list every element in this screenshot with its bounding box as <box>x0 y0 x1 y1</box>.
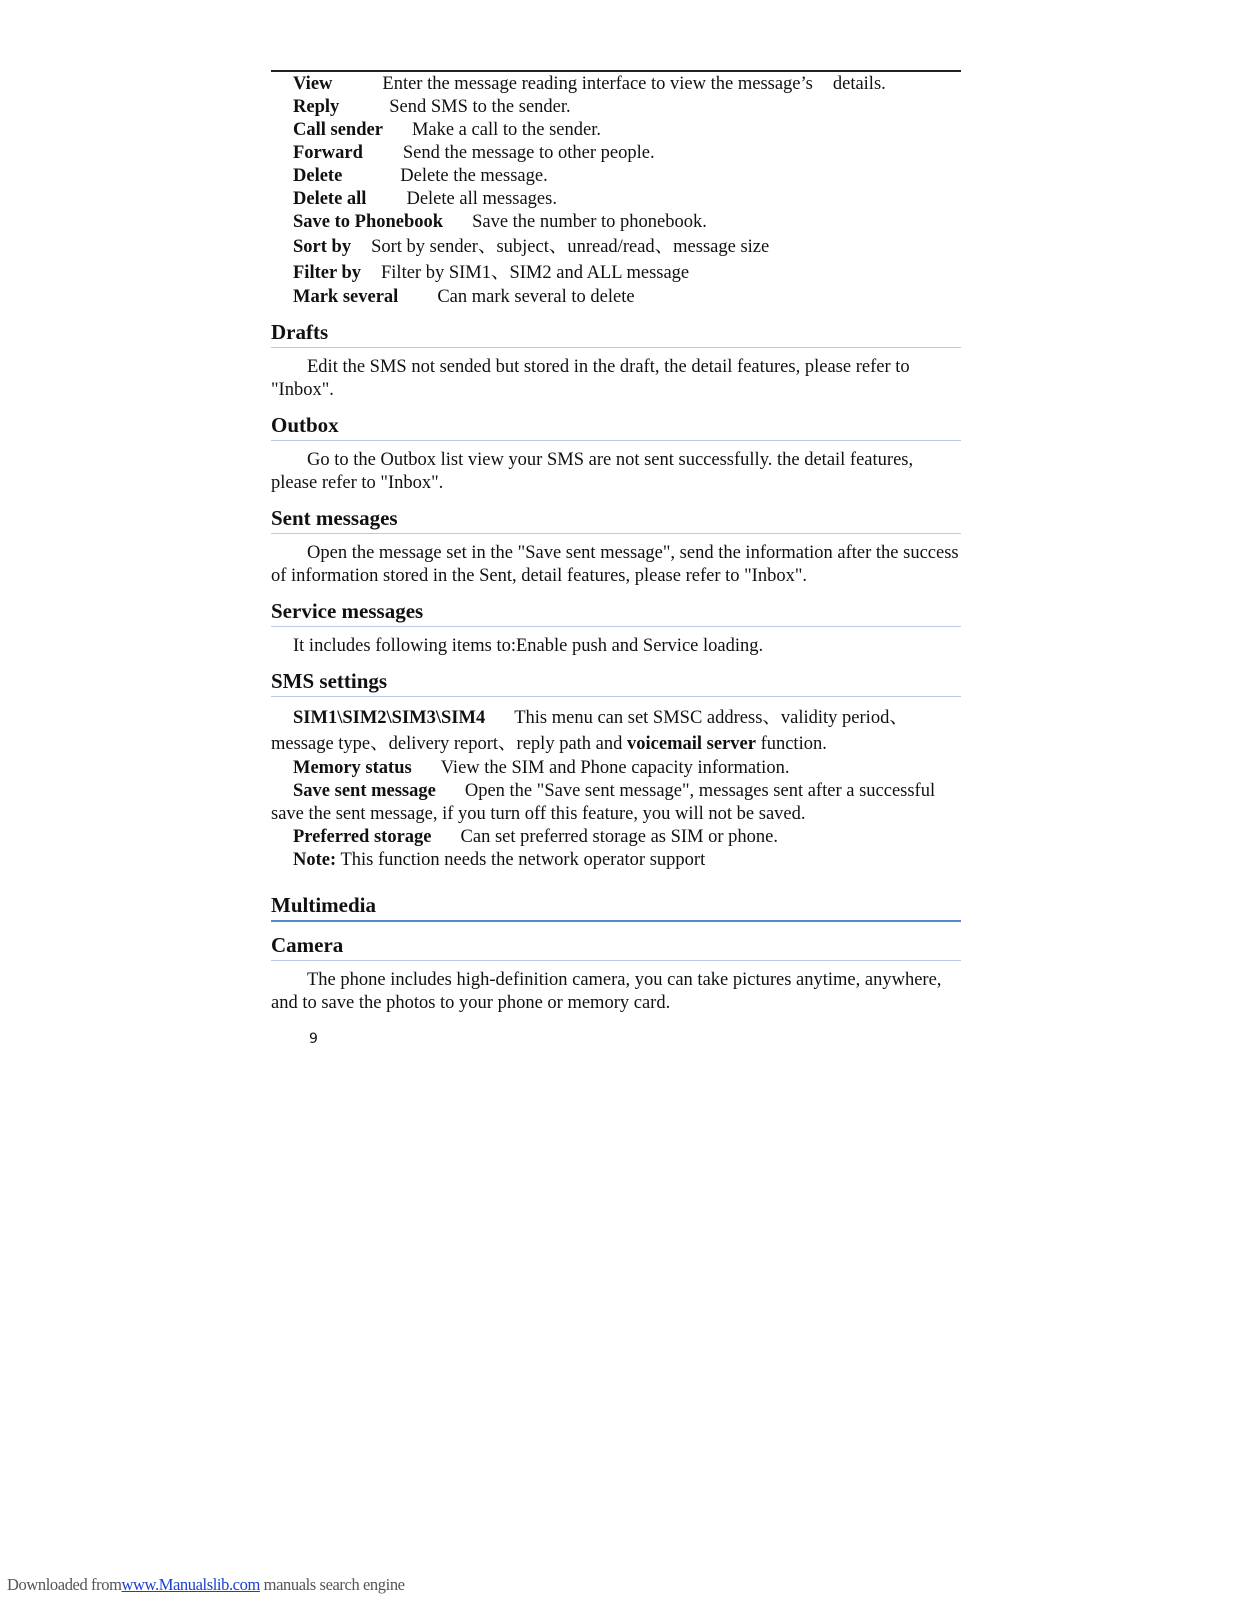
manual-page <box>271 70 961 1015</box>
option-term: Delete all <box>293 189 367 209</box>
option-desc: Delete the message. <box>400 166 548 186</box>
drafts-heading: Drafts <box>271 319 961 348</box>
outbox-heading: Outbox <box>271 412 961 441</box>
footer-prefix: Downloaded from <box>7 1575 122 1594</box>
inbox-options-list <box>271 73 961 309</box>
option-call-sender <box>271 119 961 142</box>
setting-desc: View the SIM and Phone capacity information. <box>440 758 790 778</box>
option-sort-by <box>271 234 961 260</box>
option-term: View <box>293 74 333 94</box>
service-messages-body: It includes following items to:Enable push and Service loading. <box>293 636 764 656</box>
manualslib-link[interactable]: www.Manualslib.com <box>121 1575 260 1594</box>
option-term: Save to Phonebook <box>293 212 444 232</box>
option-desc: Delete all messages. <box>406 189 557 209</box>
setting-desc: This menu can set SMSC address、validity period、message type、delivery report、reply path and <box>271 708 908 754</box>
setting-save-sent-message <box>271 780 961 826</box>
option-delete <box>271 165 961 188</box>
setting-sim <box>271 705 961 757</box>
option-term: Mark several <box>293 287 399 307</box>
option-term: Reply <box>293 97 340 117</box>
option-term: Forward <box>293 143 363 163</box>
option-reply <box>271 96 961 119</box>
option-forward <box>271 142 961 165</box>
option-term: Sort by <box>293 237 352 257</box>
option-desc: Sort by sender、subject、unread/read、message size <box>371 237 770 257</box>
note-text: This function needs the network operator support <box>340 850 706 870</box>
option-desc: Enter the message reading interface to view the message’s <box>382 74 813 94</box>
sent-messages-body: Open the message set in the "Save sent message", send the information after the success of information stored in the Sent, detail features, please refer to "Inbox". <box>271 543 959 586</box>
camera-body: The phone includes high-definition camera, you can take pictures anytime, anywhere, and to save the photos to your phone or memory card. <box>271 970 942 1013</box>
setting-memory-status <box>271 757 961 780</box>
page-number: 9 <box>309 1031 318 1047</box>
option-save-to-phonebook <box>271 211 961 234</box>
option-view <box>271 73 961 96</box>
option-desc: Can mark several to delete <box>437 287 635 307</box>
note-label: Note: <box>293 850 337 870</box>
option-desc: Filter by SIM1、SIM2 and ALL message <box>381 263 690 283</box>
outbox-body: Go to the Outbox list view your SMS are not sent successfully. the detail features, please refer to "Inbox". <box>271 450 914 493</box>
setting-preferred-storage <box>271 826 961 849</box>
sms-settings-list <box>271 705 961 872</box>
download-footer <box>7 1575 405 1595</box>
setting-term: SIM1\SIM2\SIM3\SIM4 <box>293 708 486 728</box>
setting-term: Preferred storage <box>293 827 432 847</box>
setting-term: Memory status <box>293 758 412 778</box>
option-term: Call sender <box>293 120 383 140</box>
option-filter-by <box>271 260 961 286</box>
option-desc: Make a call to the sender. <box>411 120 601 140</box>
option-desc: Send the message to other people. <box>402 143 655 163</box>
sent-messages-heading: Sent messages <box>271 505 961 534</box>
option-term: Delete <box>293 166 343 186</box>
setting-desc-bold: voicemail server <box>627 734 756 754</box>
setting-desc: Can set preferred storage as SIM or phone. <box>460 827 778 847</box>
multimedia-heading: Multimedia <box>271 892 961 922</box>
sms-settings-heading: SMS settings <box>271 668 961 697</box>
drafts-body: Edit the SMS not sended but stored in the draft, the detail features, please refer to "Inbox". <box>271 357 910 400</box>
setting-desc-end: function. <box>760 734 827 754</box>
setting-term: Save sent message <box>293 781 436 801</box>
option-desc-tail: details. <box>832 74 886 94</box>
setting-desc: Open the "Save sent message", messages sent after a successful save the sent message, if you turn off this feature, you will not be saved. <box>271 781 936 824</box>
option-term: Filter by <box>293 263 361 283</box>
footer-suffix: manuals search engine <box>263 1575 405 1594</box>
option-desc: Send SMS to the sender. <box>389 97 571 117</box>
camera-heading: Camera <box>271 932 961 961</box>
option-mark-several <box>271 286 961 309</box>
service-messages-heading: Service messages <box>271 598 961 627</box>
setting-note <box>271 849 961 872</box>
option-desc: Save the number to phonebook. <box>472 212 707 232</box>
option-delete-all <box>271 188 961 211</box>
